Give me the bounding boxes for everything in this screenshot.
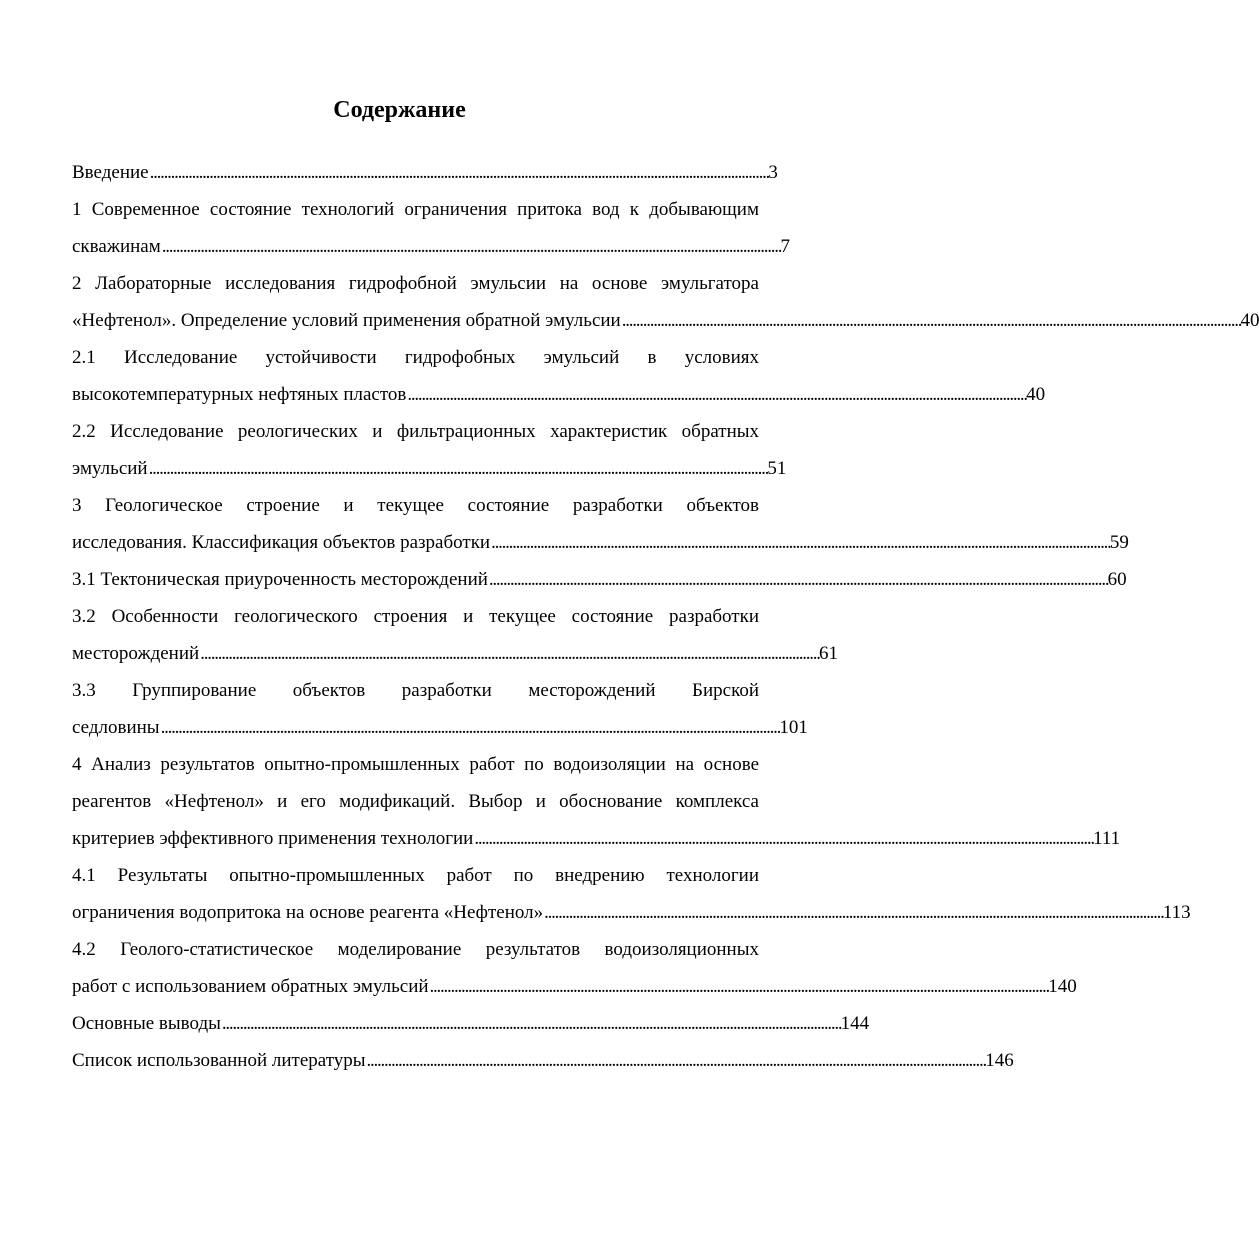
toc-page-number: 51 [767, 458, 787, 479]
toc-line [72, 635, 838, 672]
toc-entry-conclusions[interactable] [72, 1005, 870, 1042]
toc-entry-title-line: 4.1 Результаты опытно-промышленных работ по внедрению технологии [72, 865, 759, 886]
toc-entry-title-line: 2 Лабораторные исследования гидрофобной эмульсии на основе эмульгатора [72, 273, 759, 294]
toc-entry-title: исследования. Классификация объектов разработки [72, 532, 491, 553]
toc-entry-section-3-3[interactable] [72, 672, 808, 746]
toc-leader-dots [430, 968, 1048, 1005]
toc-entry-title: месторождений [72, 643, 200, 664]
toc-page-number: 61 [818, 643, 838, 664]
toc-leader-dots [407, 376, 1025, 413]
toc-leader-dots [367, 1042, 985, 1079]
toc-page-number: 60 [1107, 569, 1127, 590]
toc-entry-title: работ с использованием обратных эмульсий [72, 976, 429, 997]
toc-entry-title: ограничения водопритока на основе реагента «Нефтенол» [72, 902, 544, 923]
toc-entry-title: скважинам [72, 236, 161, 257]
toc-entry-section-2-2[interactable] [72, 413, 787, 487]
toc-line [72, 894, 1191, 931]
toc-page-number: 144 [840, 1013, 870, 1034]
toc-entry-title: седловины [72, 717, 160, 738]
toc-leader-dots [544, 894, 1162, 931]
toc-entry-title-line: 4.2 Геолого-статистическое моделирование результатов водоизоляционных [72, 939, 759, 960]
toc-entry-title: 3.1 Тектоническая приуроченность месторождений [72, 569, 488, 590]
toc-leader-dots [150, 154, 768, 191]
toc-line [72, 228, 790, 265]
toc-leader-dots [474, 820, 1092, 857]
toc-line [72, 302, 1259, 339]
toc-line [72, 524, 1129, 561]
toc-entry-title-line: 3.2 Особенности геологического строения и текущее состояние разработки [72, 606, 759, 627]
toc-line [72, 709, 808, 746]
toc-entry-introduction[interactable] [72, 154, 778, 191]
toc-entry-title-line: 3 Геологическое строение и текущее состояние разработки объектов [72, 495, 759, 516]
toc-entry-title-line: реагентов «Нефтенол» и его модификаций. Выбор и обоснование комплекса [72, 791, 759, 812]
toc-leader-dots [200, 635, 818, 672]
toc-entry-title-line: 4 Анализ результатов опытно-промышленных работ по водоизоляции на основе [72, 754, 759, 775]
toc-leader-dots [149, 450, 767, 487]
toc-page-number: 140 [1048, 976, 1077, 997]
toc-entry-chapter-2[interactable] [72, 265, 1259, 339]
toc-line [72, 1005, 870, 1042]
toc-entry-section-4-2[interactable] [72, 931, 1077, 1005]
toc-entry-title: Основные выводы [72, 1013, 221, 1034]
toc-entry-chapter-3[interactable] [72, 487, 1129, 561]
toc-entry-title-line: 3.3 Группирование объектов разработки месторождений Бирской [72, 680, 759, 701]
toc-leader-dots [622, 302, 1240, 339]
toc-page-number: 111 [1093, 828, 1121, 849]
toc-line [72, 154, 778, 191]
toc-entry-section-2-1[interactable] [72, 339, 1046, 413]
toc-entry-references[interactable] [72, 1042, 1014, 1079]
toc-line [72, 561, 1127, 598]
toc-line [72, 450, 787, 487]
toc-line [72, 376, 1046, 413]
toc-page-number: 40 [1026, 384, 1046, 405]
toc-leader-dots [162, 228, 780, 265]
toc-entry-chapter-1[interactable] [72, 191, 790, 265]
toc-entry-title: эмульсий [72, 458, 148, 479]
toc-entry-section-4-1[interactable] [72, 857, 1191, 931]
toc-leader-dots [491, 524, 1109, 561]
toc-page-number: 146 [985, 1050, 1014, 1071]
toc-entry-title: Введение [72, 162, 149, 183]
page-title: Содержание [333, 97, 466, 123]
toc-page-number: 3 [768, 162, 778, 183]
toc-entry-title: Список использованной литературы [72, 1050, 366, 1071]
toc-page-number: 113 [1162, 902, 1191, 923]
toc-leader-dots [222, 1005, 840, 1042]
toc-entry-chapter-4[interactable] [72, 746, 1121, 857]
toc-entry-title-line: 2.1 Исследование устойчивости гидрофобных эмульсий в условиях [72, 347, 759, 368]
toc-entry-section-3-1[interactable] [72, 561, 1127, 598]
table-of-contents [72, 154, 1259, 1079]
toc-leader-dots [489, 561, 1107, 598]
toc-entry-title-line: 2.2 Исследование реологических и фильтрационных характеристик обратных [72, 421, 759, 442]
toc-page-number: 59 [1109, 532, 1129, 553]
toc-entry-title-line: 1 Современное состояние технологий ограничения притока вод к добывающим [72, 199, 759, 220]
toc-line [72, 968, 1077, 1005]
toc-line [72, 1042, 1014, 1079]
toc-entry-title: критериев эффективного применения технологии [72, 828, 474, 849]
toc-leader-dots [161, 709, 779, 746]
toc-page-number: 40 [1240, 310, 1259, 331]
toc-page-number: 7 [780, 236, 790, 257]
toc-entry-title: «Нефтенол». Определение условий применения обратной эмульсии [72, 310, 621, 331]
toc-line [72, 820, 1121, 857]
toc-page-number: 101 [779, 717, 808, 738]
toc-entry-section-3-2[interactable] [72, 598, 838, 672]
toc-entry-title: высокотемпературных нефтяных пластов [72, 384, 407, 405]
